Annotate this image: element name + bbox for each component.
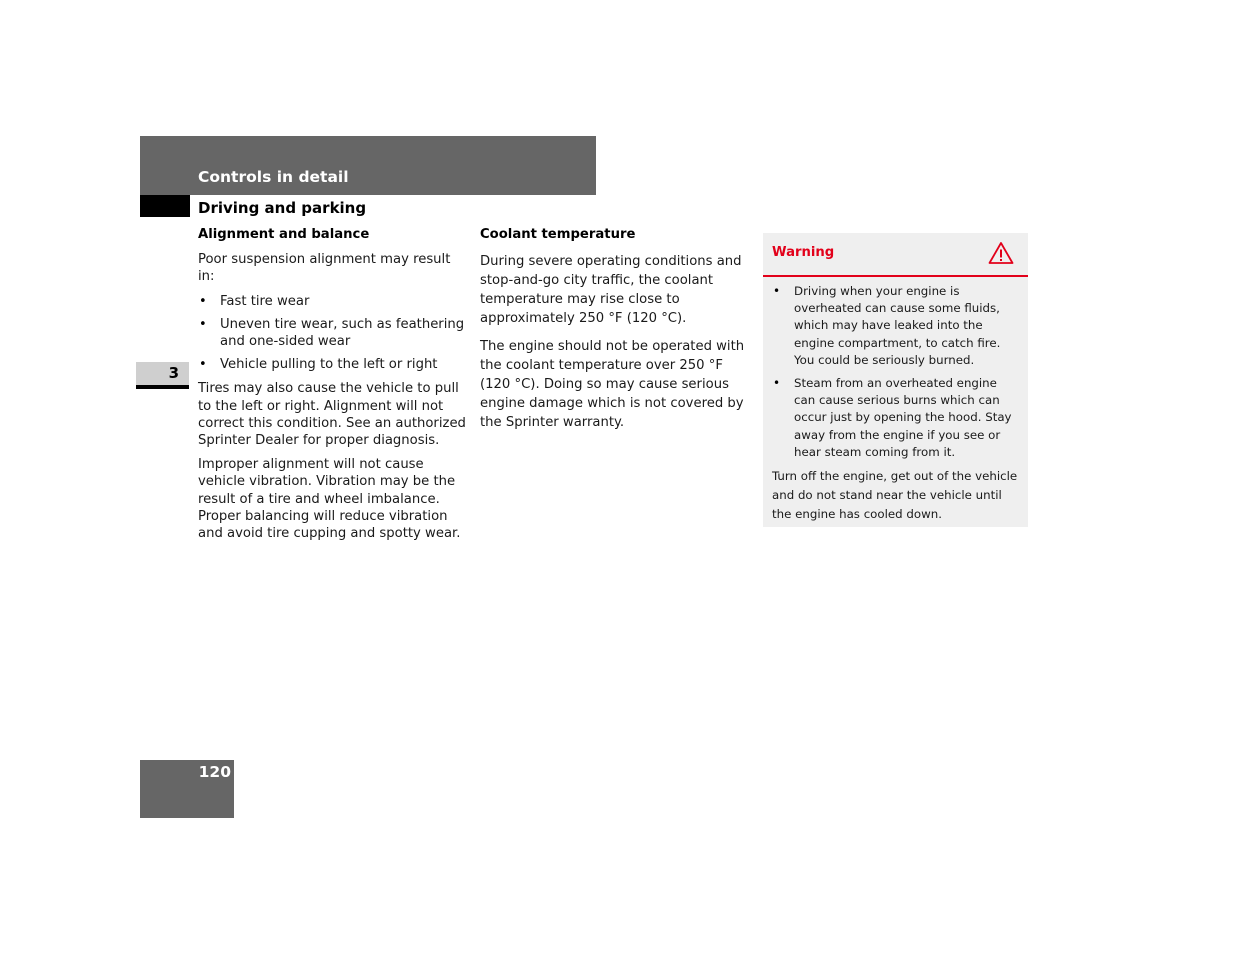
- warning-box: [763, 233, 1028, 527]
- subsection-title: Driving and parking: [198, 199, 367, 217]
- alignment-intro: Poor suspension alignment may result in:: [198, 252, 451, 285]
- alignment-bullet-list: [198, 293, 466, 374]
- list-item: • Driving when your engine is overheated can cause some fluids, which may have leaked into the engine compartment, to catch fire. You could be seriously burned.: [772, 283, 1020, 369]
- list-item: • Uneven tire wear, such as feathering and one-sided wear: [198, 316, 466, 350]
- header-bar: [140, 136, 596, 195]
- warning-triangle-icon: [988, 241, 1014, 265]
- page-number: 120: [198, 763, 231, 781]
- alignment-heading: Alignment and balance: [198, 227, 370, 242]
- section-title: Controls in detail: [198, 168, 349, 186]
- warning-body: [763, 277, 1028, 524]
- coolant-heading: Coolant temperature: [480, 227, 636, 242]
- warning-closing: Turn off the engine, get out of the vehicle and do not stand near the vehicle until the engine has cooled down.: [772, 469, 1018, 522]
- coolant-paragraph: During severe operating conditions and stop-and-go city traffic, the coolant temperature may rise close to approximately 250 °F (120 °C).: [480, 254, 742, 326]
- alignment-section: [198, 226, 466, 549]
- section-marker: [140, 195, 190, 217]
- list-item: • Fast tire wear: [198, 293, 466, 310]
- list-item: • Vehicle pulling to the left or right: [198, 356, 466, 373]
- warning-header: [763, 233, 1028, 277]
- warning-bullet-list: [772, 283, 1020, 461]
- warning-label: Warning: [772, 245, 835, 260]
- coolant-warning-paragraph: The engine should not be operated with the coolant temperature over 250 °F (120 °C). Doing so may cause serious engine damage which is not covered by the Sprinter warranty.: [480, 339, 745, 430]
- list-item: • Steam from an overheated engine can cause serious burns which can occur just by opening the hood. Stay away from the engine if you see or hear steam coming from it.: [772, 375, 1020, 461]
- coolant-section: [480, 226, 748, 442]
- balance-paragraph: Improper alignment will not cause vehicle vibration. Vibration may be the result of a tire and wheel imbalance. Proper balancing will reduce vibration and avoid tire cupping and spotty wear.: [198, 457, 461, 542]
- chapter-number: 3: [168, 364, 179, 382]
- page-number-box: [140, 760, 234, 818]
- alignment-paragraph: Tires may also cause the vehicle to pull to the left or right. Alignment will not correct this condition. See an authorized Sprinter Dealer for proper diagnosis.: [198, 381, 466, 449]
- chapter-tab: [136, 362, 189, 389]
